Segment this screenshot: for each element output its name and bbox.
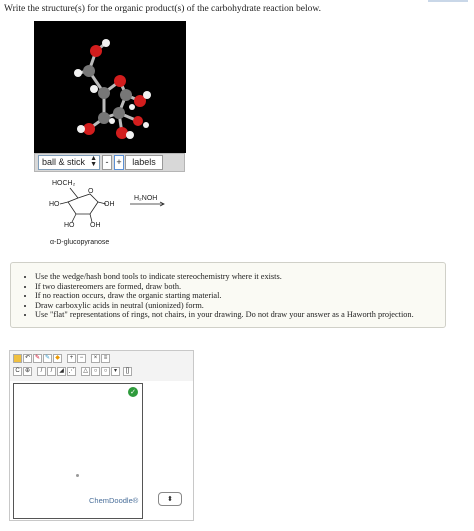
check-icon: ✓: [128, 387, 138, 397]
ring-5-icon[interactable]: ○: [101, 367, 110, 376]
render-mode-value: ball & stick: [42, 157, 86, 167]
bond-icon[interactable]: /: [47, 367, 56, 376]
top-border-strip: [428, 0, 468, 2]
templates-icon[interactable]: ≡: [101, 354, 110, 363]
instruction-item: • If no reaction occurs, draw the organic starting material.: [35, 291, 445, 301]
editor-toolbar: [10, 351, 193, 381]
wedge-bond-icon[interactable]: ◢: [57, 367, 66, 376]
labels-button[interactable]: labels: [125, 155, 163, 170]
instruction-item: • Draw carboxylic acids in neutral (unionized) form.: [35, 301, 445, 311]
ring-3-icon[interactable]: △: [81, 367, 90, 376]
molecule-ball-stick-model: [34, 21, 186, 153]
instructions-box: [10, 262, 446, 328]
pencil-icon[interactable]: ✎: [34, 355, 41, 361]
charge-plus-icon[interactable]: ⊕: [24, 368, 31, 374]
hash-bond-icon[interactable]: ⋰: [68, 368, 75, 374]
c4-oh-label: HO: [49, 201, 60, 208]
brackets-icon[interactable]: []: [123, 367, 132, 376]
paint-icon[interactable]: ✎: [44, 355, 51, 361]
chemdoodle-brand: ChemDoodle®: [89, 496, 139, 505]
ring-6-icon[interactable]: ○: [91, 367, 100, 376]
c2-oh-label: OH: [90, 222, 101, 229]
chemdoodle-editor: [9, 350, 194, 521]
bucket-icon[interactable]: ◆: [53, 354, 62, 363]
instruction-item: • Use "flat" representations of rings, not chairs, in your drawing. Do not draw your answer as a Haworth projection.: [35, 310, 445, 320]
c3-oh-label: HO: [64, 222, 75, 229]
reactant-name: α-D-glucopyranose: [50, 239, 110, 246]
question-text: Write the structure(s) for the organic product(s) of the carbohydrate reaction below.: [4, 4, 321, 14]
zoom-in-button[interactable]: +: [114, 155, 124, 170]
erase-icon[interactable]: [13, 354, 22, 363]
viewer-controls: [34, 153, 185, 172]
instruction-item: • Use the wedge/hash bond tools to indicate stereochemistry where it exists.: [35, 272, 445, 282]
canvas-dot: [76, 474, 79, 477]
single-bond-icon[interactable]: /: [37, 367, 46, 376]
c1-oh-label: OH: [104, 201, 115, 208]
clear-icon[interactable]: ×: [91, 354, 100, 363]
select-arrows-icon: ▲ ▼: [90, 155, 97, 168]
reaction-scheme: [40, 180, 180, 250]
undo-icon[interactable]: ↶: [24, 355, 31, 361]
resize-arrows-icon[interactable]: ⬍: [158, 492, 182, 506]
zoom-out-button[interactable]: -: [102, 155, 112, 170]
zoom-in-icon[interactable]: +: [67, 354, 76, 363]
ring-menu-icon[interactable]: ▾: [111, 367, 120, 376]
ring-oxygen-label: O: [88, 188, 94, 195]
zoom-out-icon[interactable]: −: [77, 354, 86, 363]
hoch2-label: HOCH₂: [52, 180, 76, 187]
molecule-3d-viewer[interactable]: [34, 21, 186, 153]
instruction-item: • If two diastereomers are formed, draw both.: [35, 282, 445, 292]
reagent-label: H₂NOH: [134, 195, 158, 202]
carbon-atom-icon[interactable]: C: [13, 367, 22, 376]
render-mode-select[interactable]: [38, 155, 100, 170]
